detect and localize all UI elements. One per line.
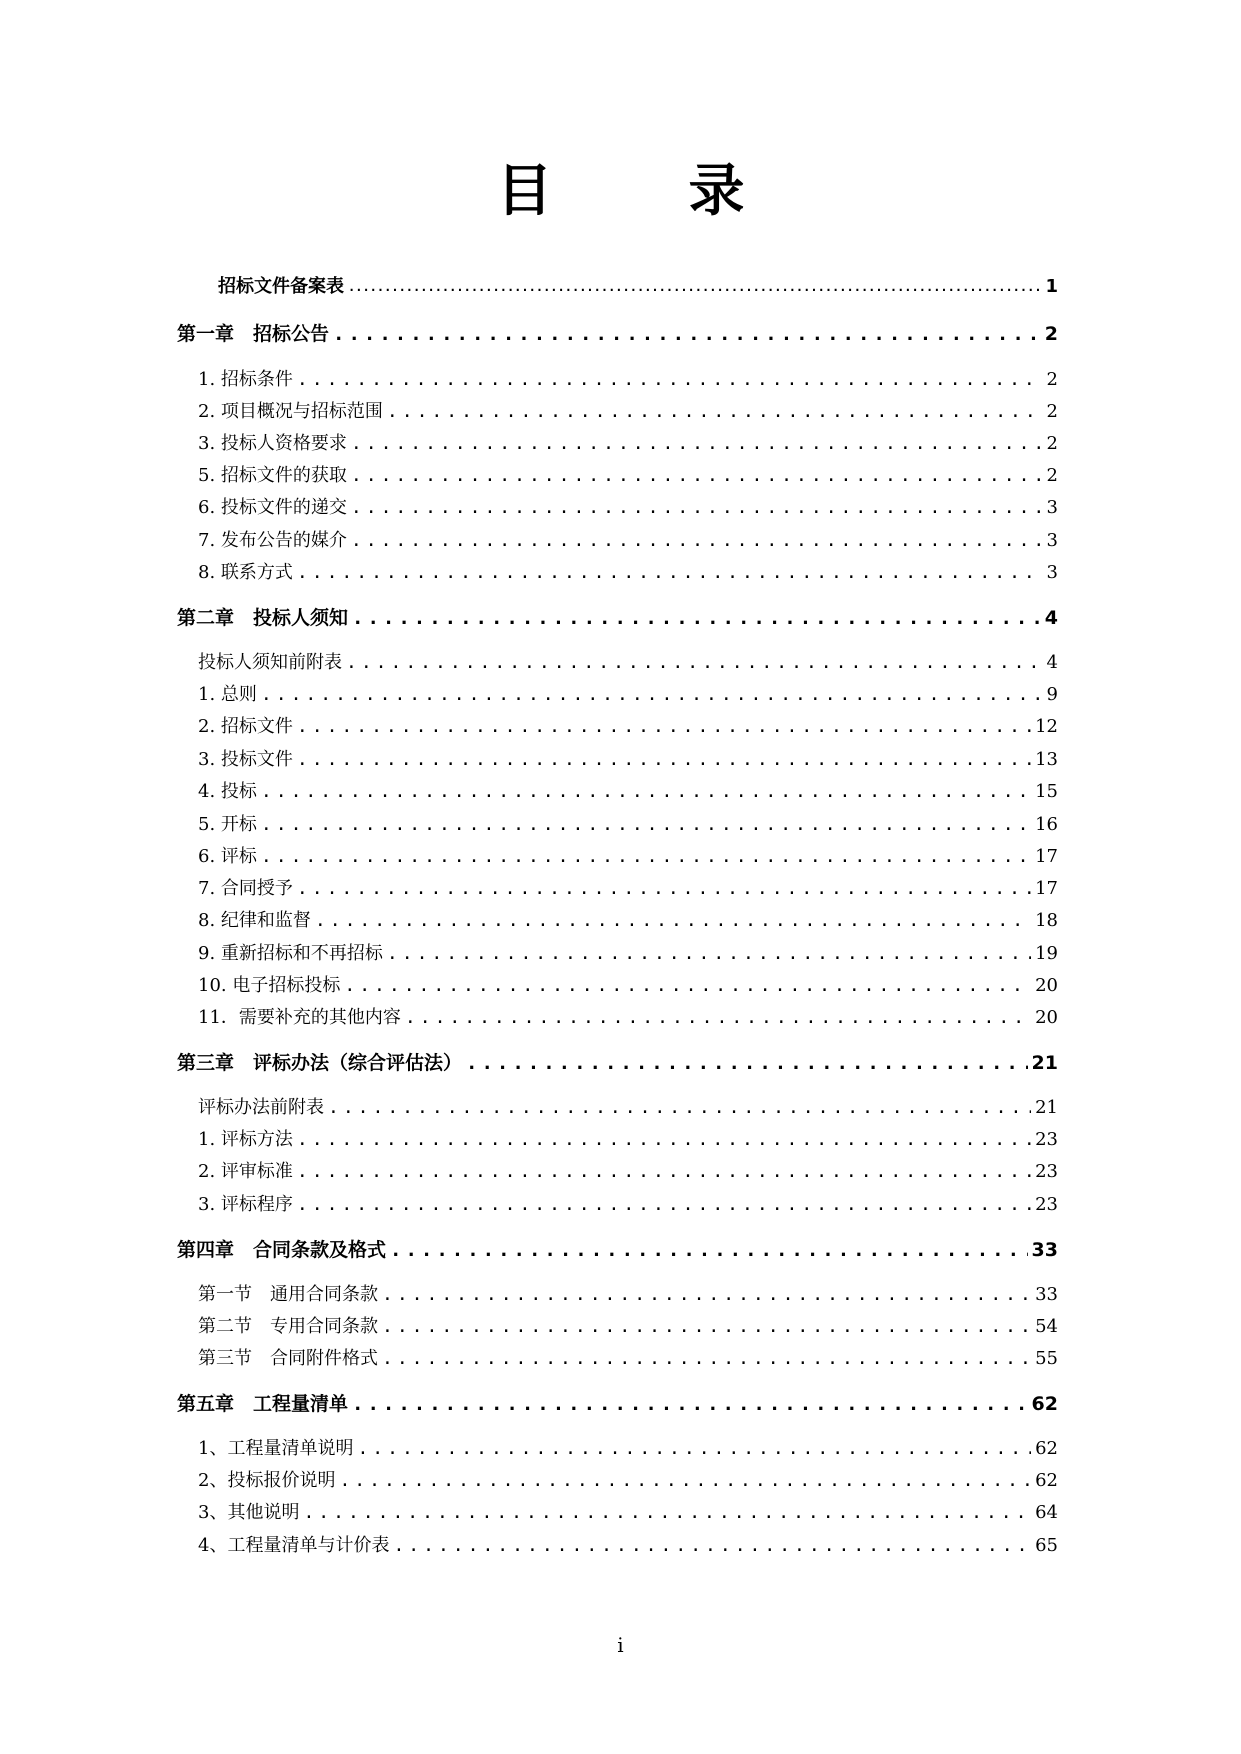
toc-entry-page: 15 bbox=[1035, 781, 1058, 802]
toc-chapter[interactable] bbox=[177, 320, 1058, 348]
toc-entry[interactable] bbox=[198, 1435, 1058, 1463]
toc-entry-label: 第一节 通用合同条款 bbox=[198, 1284, 378, 1305]
toc-entry-label: 6. 评标 bbox=[198, 846, 257, 867]
toc-leader bbox=[344, 972, 1031, 1000]
toc-entry-label: 1. 总则 bbox=[198, 684, 257, 705]
toc-leader bbox=[405, 1004, 1031, 1032]
toc-leader bbox=[382, 1281, 1031, 1309]
toc-entry-label: 10. 电子招标投标 bbox=[198, 975, 341, 996]
toc-entry-label: 4、工程量清单与计价表 bbox=[198, 1535, 390, 1556]
toc-entry-page: 9 bbox=[1046, 684, 1058, 705]
toc-entry[interactable] bbox=[198, 1191, 1058, 1219]
toc-entry-page: 2 bbox=[1046, 369, 1058, 390]
toc-entry[interactable] bbox=[198, 907, 1058, 935]
toc-entry[interactable] bbox=[198, 875, 1058, 903]
toc-entry[interactable] bbox=[198, 681, 1058, 709]
toc-leader bbox=[352, 604, 1041, 632]
toc-leader bbox=[303, 1499, 1031, 1527]
toc-entry-label: 1、工程量清单说明 bbox=[198, 1438, 354, 1459]
toc-entry-label: 第二节 专用合同条款 bbox=[198, 1316, 378, 1337]
toc-entry[interactable] bbox=[198, 559, 1058, 587]
toc-entry-page: 4 bbox=[1044, 607, 1058, 629]
toc-entry-label: 7. 合同授予 bbox=[198, 878, 293, 899]
toc-entry[interactable] bbox=[198, 430, 1058, 458]
toc-leader bbox=[297, 746, 1031, 774]
toc-entry-page: 17 bbox=[1035, 878, 1058, 899]
toc-chapter[interactable] bbox=[177, 1390, 1058, 1418]
toc-leader bbox=[346, 649, 1043, 677]
toc-entry-page: 33 bbox=[1031, 1239, 1058, 1261]
toc-leader bbox=[297, 366, 1043, 394]
toc-entry-label: 2. 项目概况与招标范围 bbox=[198, 401, 383, 422]
toc-entry-page: 16 bbox=[1035, 814, 1058, 835]
toc-leader bbox=[333, 320, 1041, 348]
toc-leader bbox=[297, 875, 1031, 903]
toc-entry-page: 19 bbox=[1035, 943, 1058, 964]
toc-entry-label: 第一章 招标公告 bbox=[177, 323, 330, 345]
toc-entry[interactable] bbox=[198, 778, 1058, 806]
toc-leader bbox=[339, 1467, 1031, 1495]
page-title: 目 录 bbox=[496, 159, 785, 224]
toc-leader bbox=[357, 1435, 1031, 1463]
toc-leader bbox=[390, 1236, 1028, 1264]
toc-entry[interactable] bbox=[218, 273, 1058, 301]
page-number: i bbox=[617, 1633, 624, 1657]
toc-entry-label: 3. 评标程序 bbox=[198, 1194, 293, 1215]
toc-leader bbox=[387, 940, 1031, 968]
toc-leader bbox=[351, 462, 1043, 490]
toc-entry-label: 4. 投标 bbox=[198, 781, 257, 802]
toc-entry[interactable] bbox=[198, 811, 1058, 839]
toc-entry[interactable] bbox=[198, 1345, 1058, 1373]
toc-entry-label: 3、其他说明 bbox=[198, 1502, 300, 1523]
toc-entry-label: 1. 评标方法 bbox=[198, 1129, 293, 1150]
toc-entry-page: 62 bbox=[1035, 1438, 1058, 1459]
toc-leader bbox=[328, 1094, 1031, 1122]
toc-leader bbox=[387, 398, 1043, 426]
toc-entry[interactable] bbox=[198, 1499, 1058, 1527]
toc-leader bbox=[351, 494, 1043, 522]
toc-entry-label: 8. 联系方式 bbox=[198, 562, 293, 583]
toc-entry[interactable] bbox=[198, 713, 1058, 741]
toc-entry-page: 20 bbox=[1035, 975, 1058, 996]
toc-leader bbox=[261, 811, 1031, 839]
toc-entry[interactable] bbox=[198, 398, 1058, 426]
toc-entry-page: 17 bbox=[1035, 846, 1058, 867]
toc-leader bbox=[297, 713, 1031, 741]
toc-leader bbox=[382, 1313, 1031, 1341]
toc-entry-label: 评标办法前附表 bbox=[198, 1097, 324, 1118]
toc-entry-label: 2. 评审标准 bbox=[198, 1161, 293, 1182]
toc-entry-page: 23 bbox=[1035, 1161, 1058, 1182]
toc-entry-label: 7. 发布公告的媒介 bbox=[198, 530, 347, 551]
toc-chapter[interactable] bbox=[177, 1236, 1058, 1264]
toc-entry-label: 招标文件备案表 bbox=[218, 276, 344, 297]
toc-entry[interactable] bbox=[198, 1313, 1058, 1341]
toc-entry[interactable] bbox=[198, 1467, 1058, 1495]
toc-entry-page: 3 bbox=[1046, 530, 1058, 551]
toc-entry[interactable] bbox=[198, 940, 1058, 968]
toc-entry[interactable] bbox=[198, 527, 1058, 555]
toc-entry-page: 3 bbox=[1046, 562, 1058, 583]
toc-entry-page: 54 bbox=[1035, 1316, 1058, 1337]
toc-entry[interactable] bbox=[198, 972, 1058, 1000]
toc-entry[interactable] bbox=[198, 843, 1058, 871]
toc-entry[interactable] bbox=[198, 1281, 1058, 1309]
toc-entry-label: 第五章 工程量清单 bbox=[177, 1393, 349, 1415]
toc-entry-page: 13 bbox=[1035, 749, 1058, 770]
toc-entry-label: 9. 重新招标和不再招标 bbox=[198, 943, 383, 964]
toc-entry-page: 62 bbox=[1031, 1393, 1058, 1415]
toc-entry-label: 3. 投标人资格要求 bbox=[198, 433, 347, 454]
toc-leader bbox=[297, 559, 1043, 587]
toc-entry-page: 64 bbox=[1035, 1502, 1058, 1523]
toc-entry[interactable] bbox=[198, 1126, 1058, 1154]
toc-entry-label: 5. 开标 bbox=[198, 814, 257, 835]
toc-entry[interactable] bbox=[198, 746, 1058, 774]
toc-chapter[interactable] bbox=[177, 604, 1058, 632]
toc-entry-label: 第二章 投标人须知 bbox=[177, 607, 349, 629]
toc-entry-label: 1. 招标条件 bbox=[198, 369, 293, 390]
toc-chapter[interactable] bbox=[177, 1049, 1058, 1077]
toc-entry-page: 1 bbox=[1045, 276, 1058, 297]
toc-leader bbox=[351, 527, 1043, 555]
toc-entry-page: 21 bbox=[1035, 1097, 1058, 1118]
toc-entry[interactable] bbox=[198, 1532, 1058, 1560]
toc-entry-page: 21 bbox=[1031, 1052, 1058, 1074]
toc-entry-page: 12 bbox=[1035, 716, 1058, 737]
toc-entry-page: 4 bbox=[1046, 652, 1058, 673]
toc-entry-label: 6. 投标文件的递交 bbox=[198, 497, 347, 518]
toc-entry-page: 23 bbox=[1035, 1194, 1058, 1215]
toc-leader bbox=[393, 1532, 1031, 1560]
toc-leader bbox=[315, 907, 1031, 935]
toc-leader bbox=[297, 1158, 1031, 1186]
toc-entry-page: 2 bbox=[1046, 465, 1058, 486]
toc-entry[interactable] bbox=[198, 1094, 1058, 1122]
toc-entry-label: 投标人须知前附表 bbox=[198, 652, 342, 673]
toc-leader bbox=[261, 843, 1031, 871]
toc-leader bbox=[261, 681, 1043, 709]
toc-entry-label: 第四章 合同条款及格式 bbox=[177, 1239, 387, 1261]
toc-entry[interactable] bbox=[198, 494, 1058, 522]
toc-entry[interactable] bbox=[198, 1158, 1058, 1186]
toc-entry-page: 2 bbox=[1046, 401, 1058, 422]
toc-entry[interactable] bbox=[198, 1004, 1058, 1032]
toc-entry-label: 2、投标报价说明 bbox=[198, 1470, 336, 1491]
toc-entry-page: 20 bbox=[1035, 1007, 1058, 1028]
toc-entry-label: 5. 招标文件的获取 bbox=[198, 465, 347, 486]
toc-entry[interactable] bbox=[198, 366, 1058, 394]
toc-leader bbox=[352, 1390, 1028, 1418]
toc-entry-page: 55 bbox=[1035, 1348, 1058, 1369]
toc-entry-page: 33 bbox=[1035, 1284, 1058, 1305]
toc-leader bbox=[348, 273, 1041, 301]
toc-leader bbox=[261, 778, 1031, 806]
toc-entry-page: 18 bbox=[1035, 910, 1058, 931]
toc-entry[interactable] bbox=[198, 462, 1058, 490]
toc-leader bbox=[382, 1345, 1031, 1373]
toc-entry-page: 2 bbox=[1044, 323, 1058, 345]
toc-entry[interactable] bbox=[198, 649, 1058, 677]
toc-entry-label: 第三节 合同附件格式 bbox=[198, 1348, 378, 1369]
toc-leader bbox=[297, 1126, 1031, 1154]
toc-entry-label: 2. 招标文件 bbox=[198, 716, 293, 737]
toc-entry-page: 62 bbox=[1035, 1470, 1058, 1491]
toc-entry-page: 65 bbox=[1035, 1535, 1058, 1556]
toc-leader bbox=[466, 1049, 1028, 1077]
toc-leader bbox=[297, 1191, 1031, 1219]
toc-entry-label: 第三章 评标办法（综合评估法） bbox=[177, 1052, 463, 1074]
toc-entry-page: 2 bbox=[1046, 433, 1058, 454]
toc-entry-label: 11．需要补充的其他内容 bbox=[198, 1007, 401, 1028]
toc-entry-page: 23 bbox=[1035, 1129, 1058, 1150]
toc-entry-page: 3 bbox=[1046, 497, 1058, 518]
toc-entry-label: 8. 纪律和监督 bbox=[198, 910, 311, 931]
toc-leader bbox=[351, 430, 1043, 458]
toc-entry-label: 3. 投标文件 bbox=[198, 749, 293, 770]
